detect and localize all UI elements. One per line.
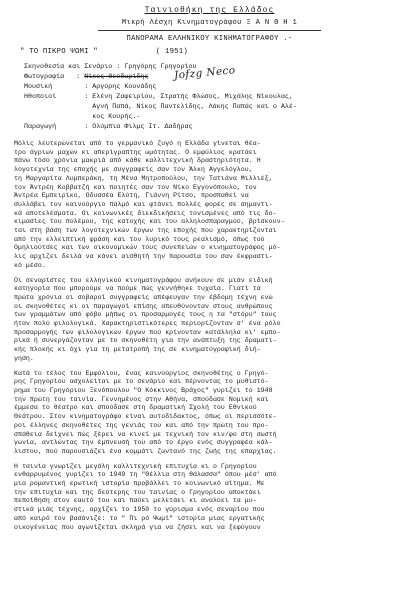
paragraph-4: Η ταινία γνωρίζει μεγάλη καλλιτεχνική επιτυχία κι ο Γρηγορίου ενθαρρυμένος γυρίζει το 1949 τη "Θέλλια στη θάλασσα" όπου μέσ' από μια ρομαντική ερωτική ιστορία προβάλλει το κοινωνικό αίτημα. Με την επιτυχία και της δεύτερης του ταινίας ο Γρηγορίου αποκτάει πεποίθηση στον εαυτό του και παύει μελετάει κι αναλύει τα μυ- στικά μιάς τέχνης, αρχίζει το 1950 το γύρισμα ενός σεναρίου που από καιρό τον βασάνιζε: το " Πι ρό Ψωμί" ιστορία μιας εργατικής οικογένειας που αγωνίζεται σκληρά για να ζήσει και να ξεφύγουν <box>14 462 277 531</box>
paragraph-2: Οι σεναρίστες του ελληνικού κινηματογράφου ανήκουν σε μιάν ειδική κατηγορία που μπορούμε να πούμε πώς γεννήθηκε τυχαία. Γιατί τα πρώτα χρόνια οι σοβαροί συγγραφείς απέφευγαν την έβδομη τέχνη ενώ οι σκηνοθέτες κι οι παραγωγοί επίσης απευθύνονταν στους ανθρώπους των γραμμάτων από φόβο μήπως οι προσαρμογές τους η τα "στόρυ" τους ήταν πολύ φιλολογικά. Χαρακτηριστικότερες περιορίζονταν σ' ένα ρόλο προσαρμογής των φιλολογικών έργων πού κρίνονταν κατάλληλα κι' εμπο- ρικά ή συνεργάζονταν με το σκηνοθέτη για την ανάπτυξη της δραματι- κής πλοκής κι όχι για τη μετατροπή της σε κινηματογραφική διή- γηση. <box>14 276 281 362</box>
credit-music: Μουσική : Αργύρης Κουνάδης <box>24 83 157 91</box>
credit-photography-label: Φωτογραφία : <box>24 73 85 81</box>
credit-production: Παραγωγή : Ολύμπια Φιλμς Ιτ. Δαδήρας <box>24 123 193 131</box>
series-title: ΠΑΝΟΡΑΜΑ ΕΛΛΗΝΙΚΟΥ ΚΙΝΗΜΑΤΟΓΡΑΦΟΥ .- <box>126 35 293 43</box>
credit-photography-struck: Νίκος Θεοδωρίδης <box>84 73 149 81</box>
credit-cast-1: Ηθοποιοί : Ελένη Ζαφειρίου, Στρατής Φλώσος, Μιχάλης Νίκουλας, <box>24 93 293 101</box>
film-year: ( 1951) <box>155 48 188 56</box>
header-title: Ταινιοθήκη της Ελλάδος <box>144 6 275 15</box>
header-divider <box>98 30 321 31</box>
header-subtitle: Μικρή Λέσχη Κινηματογράφου Ξ Α Ν Θ Η 1 <box>121 19 298 27</box>
handwritten-signature: Jofzg Neco <box>173 64 237 82</box>
paragraph-1: Μόλις λευτερώνεται από το γερμανικό ζυγό η Ελλάδα γίνεται θέα- τρο άγριων μαχών κι απερίγραπτης ωμότητας. Ο εμφύλιος κρατάει πάνω τόσο χρόνια μακριά από κάθε καλλιτεχνική δραστηριότητα. Η λογοτεχνία της εποχής με συγγραφείς σαν τον Άλκη Αγγελόγλου, τη Μαργαρίτα Λυμπεράκη, τη Μένα Μητροπούλου, την Τατιάνα Μιλλιέξ, τον Άντρέη Κοββατζή και ποιητές σαν τον Νίκο Εγγονόπουλο, τον Άντρέα Εμπειρίκο, Οδυσσέα Ελύτη, Γιάννη Ρίτσο, προσπαθεί να συλλάβει τον καινούργιο παλμό και φτάνει πολλές φορές σε σημαντι- κά αποτελέσματα. Οι κοινωνικές διεκδικήσεις τονισμένες από τις δο- κιμασίες του πολέμου, της κατοχής και του αλληλοσπαραγμού, βρίσκουν- ται στη βάση των λογοτεχνικών έργων της εποχής που χαρακτηρίζονται από την ελλειπτική φράση και τον λυρικό τους ρεαλισμό, όπως τού Ομηλιούτσες και των οικονομικών τους συνεπειών ο κινηματογράφος μό- λις αρχίζει δειλά να κάνει αισθητή την παρουσία του σαν έκφραστι- κό μέσο. <box>14 140 285 269</box>
film-heading <box>20 48 405 56</box>
paragraph-3: Κατά το τέλος του Εμφύλιου, ένας καινούργιος σκηνοθέτης ο Γρηγό- ρης Γρηγορίου ασχολείται με το σενάριο και πέρνοντας το μυθιστό- ρημα του Γρηγόριου Ξενόπουλου "Ο Κόκκινος Βράχος" γυρίζει το 1948 την πρώτη του ταινία. Γεννημένος στην Αθήνα, σπούδασε Νομική και έμμεσα το θέατρο και σπούδασε στη δραματική Σχολή του Εθνικού Θεάτρου. Στον κινηματογράφο είναι αυτοδίδακτος, όπως οι περισσότε- ροι έλληνες σκηνοθέτες της γενιάς του και από την πρώτη του προ- σπάθεια δείχνει πώς ξέρει να κινεί με τεχνική τον κιν/φο στη σωστή γωνία, αντλώντας την έμπνευσή του από το έργο ενός συγγραφέα κάλ- λιστου, πού παρουσιάζει ένα κομμάτι ζωντανό της ζωής της επαρχίας. <box>14 369 277 455</box>
credit-cast-3: κος Κουρής.- <box>24 113 141 121</box>
film-title: " ΤΟ ΠΙΚΡΟ ΨΩΜΙ " <box>20 48 98 56</box>
credit-direction: Σκηνοθεσία και Σενάριο : Γρηγόρης Γρηγορίου <box>24 63 197 71</box>
credits-block <box>24 62 405 132</box>
credit-cast-2: Αγνή Παπά, Νίκος Παντελίδης, Λάκης Παπάς και ο Αλέ- <box>24 103 297 111</box>
